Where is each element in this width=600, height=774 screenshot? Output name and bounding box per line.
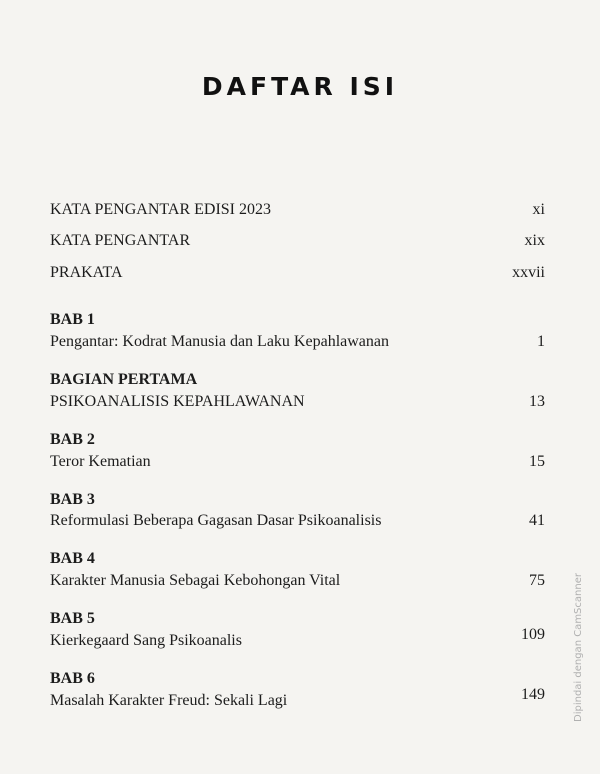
toc-entry-label: Pengantar: Kodrat Manusia dan Laku Kepahlawanan xyxy=(50,333,389,350)
toc-entry-label: Kierkegaard Sang Psikoanalis xyxy=(50,632,242,649)
toc-entry-label: KATA PENGANTAR EDISI 2023 xyxy=(50,201,271,218)
toc-entry-page: xix xyxy=(524,232,545,249)
toc-entry-page: 75 xyxy=(529,572,545,589)
toc-entry-page: 13 xyxy=(529,393,545,410)
page-title: DAFTAR ISI xyxy=(201,72,399,101)
toc-entry-label: PSIKOANALISIS KEPAHLAWANAN xyxy=(50,393,305,410)
toc-entry-page: xxvii xyxy=(512,264,545,281)
toc-entry-label: Masalah Karakter Freud: Sekali Lagi xyxy=(50,692,288,709)
toc-entry-label: Teror Kematian xyxy=(50,453,151,470)
toc-entry-label: Karakter Manusia Sebagai Kebohongan Vital xyxy=(50,572,341,589)
chapter-heading: BAB 4 xyxy=(50,550,95,567)
chapter-heading: BAB 5 xyxy=(50,610,95,627)
chapter-heading: BAB 2 xyxy=(50,431,95,448)
chapter-heading: BAB 1 xyxy=(50,311,95,328)
toc-entry-page: xi xyxy=(532,201,545,218)
toc-entry-page: 149 xyxy=(521,686,545,703)
toc-entry-label: PRAKATA xyxy=(50,264,123,281)
toc-entry-page: 41 xyxy=(529,512,545,529)
toc-entry-label: KATA PENGANTAR xyxy=(50,232,191,249)
toc-entry-label: Reformulasi Beberapa Gagasan Dasar Psikoanalisis xyxy=(50,512,382,529)
toc-entry-page: 15 xyxy=(529,453,545,470)
part-heading: BAGIAN PERTAMA xyxy=(50,371,198,388)
toc-entry-page: 109 xyxy=(521,626,545,643)
chapter-heading: BAB 6 xyxy=(50,670,95,687)
chapter-heading: BAB 3 xyxy=(50,491,95,508)
toc-entry-page: 1 xyxy=(537,333,545,350)
